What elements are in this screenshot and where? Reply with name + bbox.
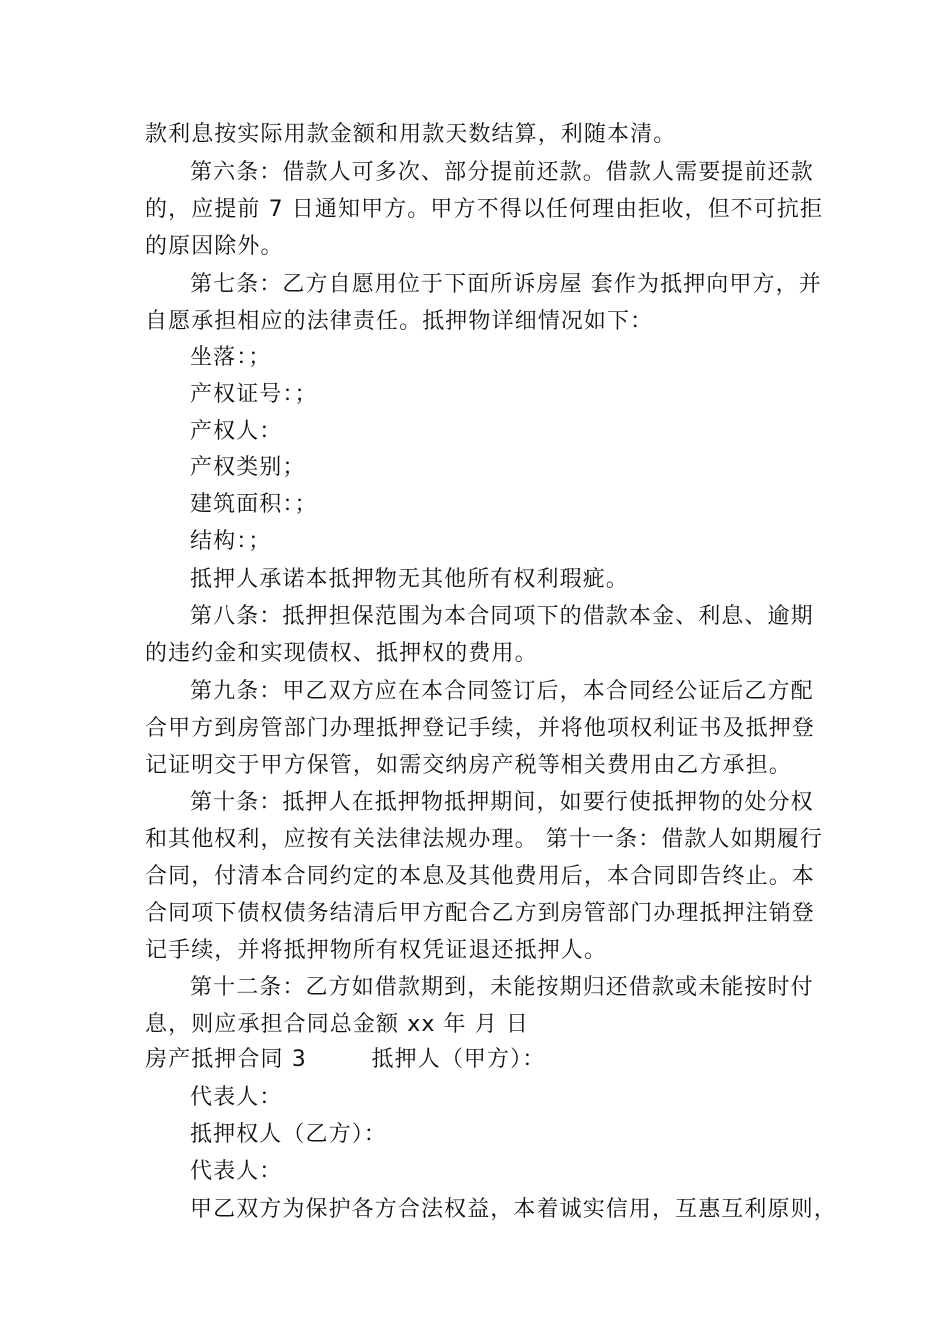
article-7-line: 第七条：乙方自愿用位于下面所诉房屋 套作为抵押向甲方，并: [190, 272, 822, 297]
property-owner-field: 产权人：: [190, 419, 283, 444]
text-line: 合同，付清本合同约定的本息及其他费用后，本合同即告终止。本: [145, 864, 815, 889]
structure-field: 结构：；: [190, 529, 272, 554]
article-8-line: 第八条：抵押担保范围为本合同项下的借款本金、利息、逾期: [190, 604, 814, 629]
preamble-line: 甲乙双方为保护各方合法权益，本着诚实信用，互惠互利原则，: [190, 1197, 837, 1222]
article-10-line: 第十条：抵押人在抵押物抵押期间，如要行使抵押物的处分权: [190, 790, 814, 815]
representative-field: 代表人：: [190, 1085, 283, 1110]
text-line: 的违约金和实现债权、抵押权的费用。: [145, 641, 538, 666]
location-field: 坐落：；: [190, 345, 272, 370]
text-line: 息，则应承担合同总金额 xx 年 月 日: [145, 1012, 530, 1037]
mortgagee-field: 抵押权人（乙方）：: [190, 1122, 387, 1147]
text-line: 自愿承担相应的法律责任。抵押物详细情况如下：: [145, 309, 654, 334]
text-line: 合同项下债权债务结清后甲方配合乙方到房管部门办理抵押注销登: [145, 901, 815, 926]
contract-title-line: 房产抵押合同 3 抵押人（甲方）：: [145, 1047, 546, 1072]
text-line: 和其他权利，应按有关法律法规办理。 第十一条：借款人如期履行: [145, 827, 823, 852]
article-12-line: 第十二条：乙方如借款期到，未能按期归还借款或未能按时付: [190, 975, 814, 1000]
representative-field: 代表人：: [190, 1159, 283, 1184]
text-line: 的，应提前 7 日通知甲方。甲方不得以任何理由拒收，但不可抗拒: [145, 197, 824, 222]
text-line: 的原因除外。: [145, 234, 284, 259]
article-6-line: 第六条：借款人可多次、部分提前还款。借款人需要提前还款: [190, 160, 814, 185]
text-line: 款利息按实际用款金额和用款天数结算，利随本清。: [145, 122, 677, 147]
text-line: 记手续，并将抵押物所有权凭证退还抵押人。: [145, 938, 608, 963]
certificate-number-field: 产权证号：；: [190, 382, 318, 407]
property-type-field: 产权类别；: [190, 455, 306, 480]
text-line: 合甲方到房管部门办理抵押登记手续，并将他项权利证书及抵押登: [145, 716, 815, 741]
building-area-field: 建筑面积：；: [190, 492, 318, 517]
pledge-statement: 抵押人承诺本抵押物无其他所有权利瑕疵。: [190, 567, 629, 592]
text-line: 记证明交于甲方保管，如需交纳房产税等相关费用由乙方承担。: [145, 753, 792, 778]
article-9-line: 第九条：甲乙双方应在本合同签订后，本合同经公证后乙方配: [190, 679, 814, 704]
